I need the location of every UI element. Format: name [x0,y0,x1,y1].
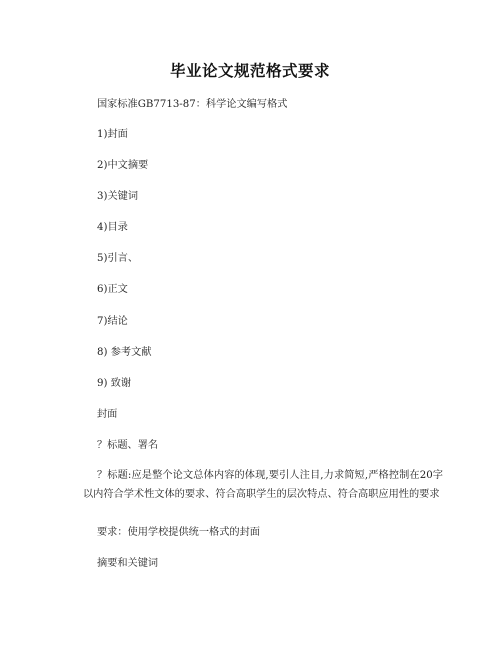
list-item-chinese-abstract: 2)中文摘要 [97,160,149,171]
bullet-title-signature: ？标题、署名 [97,440,159,451]
document-title: 毕业论文规范格式要求 [169,61,330,80]
standard-reference-line: 国家标准GB7713-87：科学论文编写格式 [97,99,288,110]
cover-requirement-line: 要求：使用学校提供统一格式的封面 [97,527,260,538]
section-heading-abstract-keywords: 摘要和关键词 [97,558,159,569]
list-item-keywords: 3)关键词 [97,191,139,202]
list-item-contents: 4)目录 [97,222,128,233]
list-item-references: 8) 参考文献 [97,347,152,358]
list-item-cover: 1)封面 [97,129,128,140]
list-item-acknowledgements: 9) 致谢 [97,378,132,389]
title-requirement-paragraph: ？标题:应是整个论文总体内容的体现,要引人注目,力求简短,严格控制在20字以内符合学术性文体的要求、符合高职学生的层次特点、符合高职应用性的要求 [83,470,443,500]
list-item-conclusion: 7)结论 [97,316,128,327]
section-heading-cover: 封面 [97,409,118,420]
list-item-main-text: 6)正文 [97,284,128,295]
list-item-introduction: 5)引言、 [97,253,139,264]
